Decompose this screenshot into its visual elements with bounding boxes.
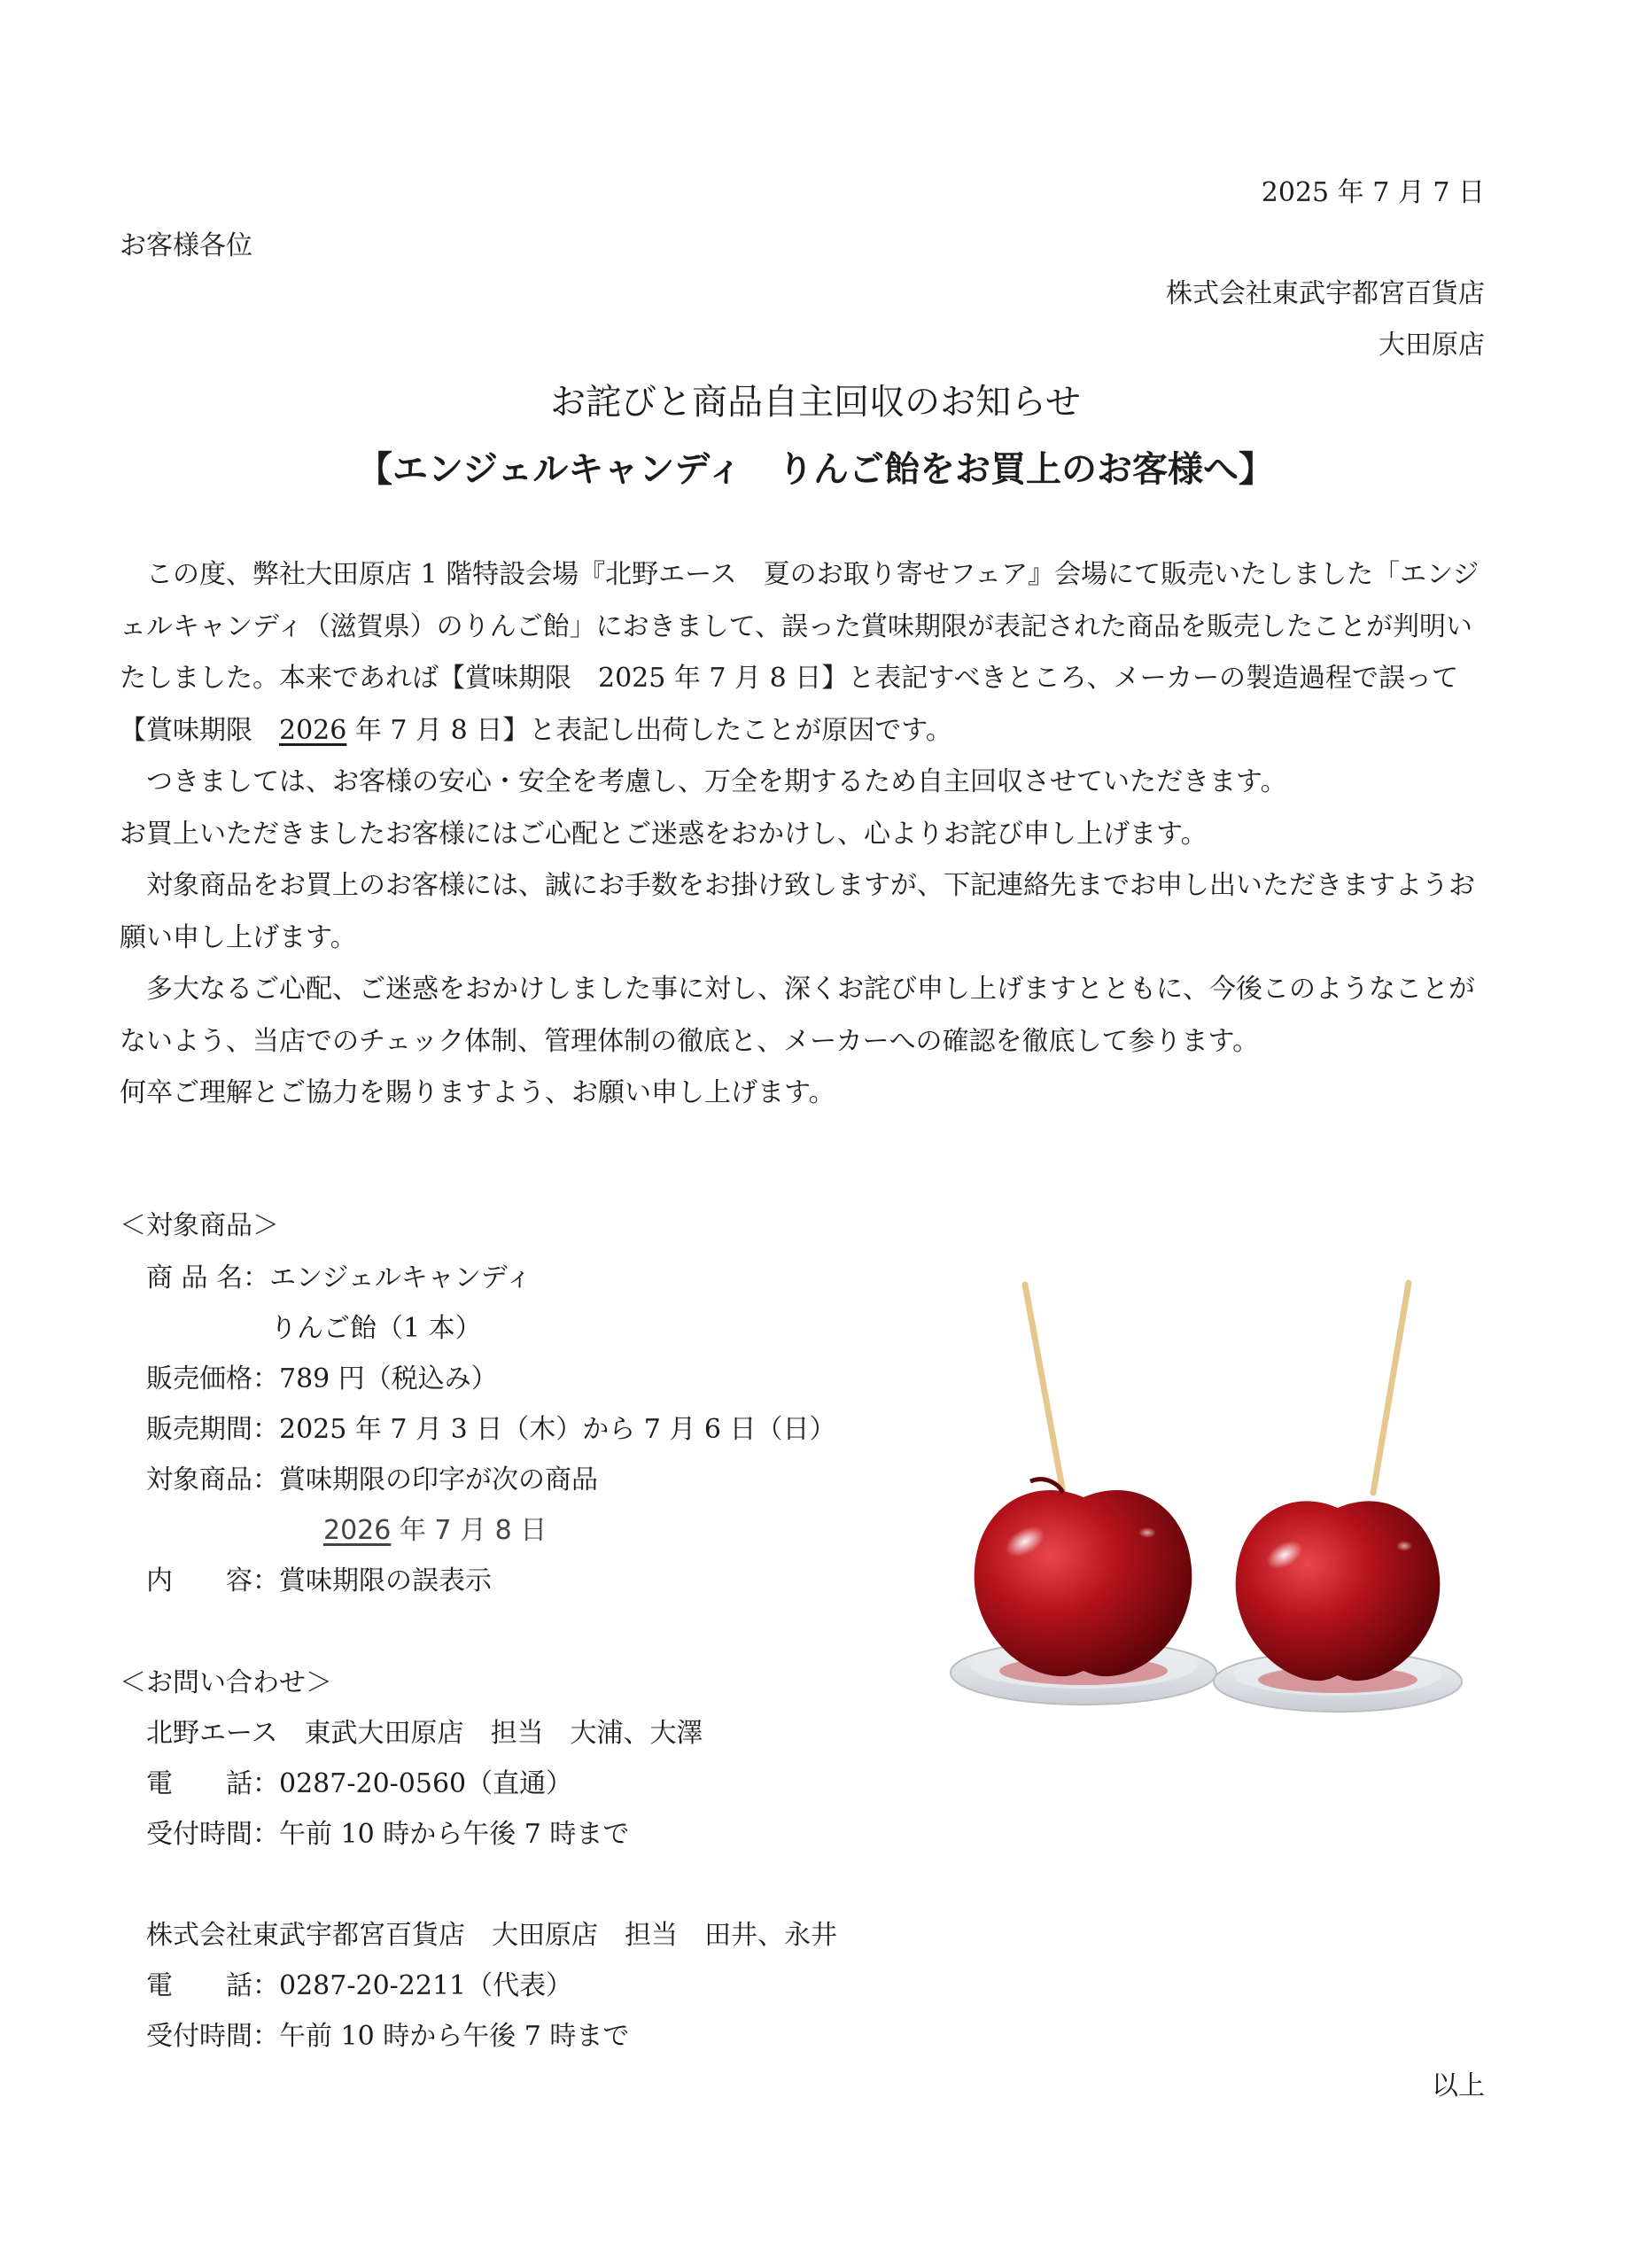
tel1-label: 電 話： (146, 1768, 279, 1799)
contact-hours1-row (146, 1817, 629, 1852)
contact-tel1-row (146, 1767, 572, 1802)
product-name-line1: エンジェルキャンディ (269, 1262, 532, 1293)
target-date-row (323, 1513, 547, 1549)
target-row (146, 1463, 598, 1498)
tel2-value: 0287-20-2211（代表） (279, 1970, 573, 2001)
body-paragraph-3: お買上いただきましたお客様にはご心配とご迷惑をおかけし、心よりお詫び申し上げます。 (120, 818, 1208, 850)
tel1-value: 0287-20-0560（直通） (279, 1768, 573, 1799)
candy-apple-photo (926, 1276, 1493, 1772)
target-label: 対象商品： (146, 1464, 279, 1495)
sale-period-label: 販売期間： (146, 1414, 279, 1445)
content-label: 内 容： (146, 1565, 279, 1596)
body-paragraph-4: 対象商品をお買上のお客様には、誠にお手数をお掛け致しますが、下記連絡先までお申し出いただきますようお願い申し上げます。 (120, 870, 1475, 953)
body-paragraph-1 (120, 549, 1484, 757)
document-date: 2025 年 7 月 7 日 (1261, 177, 1485, 208)
target-date-year: 2026 (323, 1515, 392, 1546)
notice-body (120, 549, 1484, 1120)
body-paragraph-5: 多大なるご心配、ご迷惑をおかけしました事に対し、深くお詫び申し上げますとともに、今後このようなことがないよう、当店でのチェック体制、管理体制の徹底と、メーカーへの確認を徹底して参ります。 (120, 974, 1475, 1057)
sale-period-value: 2025 年 7 月 3 日（木）から 7 月 6 日（日） (279, 1414, 836, 1445)
tel2-label: 電 話： (146, 1970, 279, 2001)
right-candy-apple (1214, 1283, 1462, 1712)
hours2-value: 午前 10 時から午後 7 時まで (279, 2021, 630, 2052)
left-candy-apple (951, 1276, 1216, 1705)
contact-heading: ＜お問い合わせ＞ (120, 1667, 332, 1698)
hours1-label: 受付時間： (146, 1819, 279, 1850)
closing-mark: 以上 (1432, 2070, 1485, 2101)
company-name: 株式会社東武宇都宮百貨店 (1166, 278, 1485, 309)
contact-tel2-row (146, 1969, 572, 2004)
contact-store1: 北野エース 東武大田原店 担当 大浦、大澤 (146, 1718, 703, 1749)
contact-hours2-row (146, 2019, 629, 2054)
addressee: お客様各位 (120, 230, 252, 261)
notice-subtitle: 【エンジェルキャンディ りんご飴をお買上のお客様へ】 (357, 448, 1274, 490)
body-p1-part-a: この度、弊社大田原店 1 階特設会場『北野エース 夏のお取り寄せフェア』会場にて販売いたしました「エンジェルキャンディ（滋賀県）のりんご飴」におきまして、誤った賞味期限が表記された商品を販売したことが判明いたしました。本来であれば【賞味期限 2025 年 7 月 8 日】と表記すべきところ、メーカーの製造過程で誤って【賞味期限 (120, 559, 1480, 746)
body-p1-year: 2026 (279, 714, 347, 746)
content-row (146, 1564, 492, 1599)
target-date-rest: 年 7 月 8 日 (391, 1515, 548, 1546)
hours2-label: 受付時間： (146, 2021, 279, 2052)
hours1-value: 午前 10 時から午後 7 時まで (279, 1819, 630, 1850)
product-name-line2: りんご飴（1 本） (270, 1313, 482, 1344)
content-value: 賞味期限の誤表示 (279, 1565, 492, 1596)
notice-title: お詫びと商品自主回収のお知らせ (550, 382, 1081, 423)
body-p1-part-b: 年 7 月 8 日】と表記し出荷したことが原因です。 (346, 714, 952, 746)
body-paragraph-2: つきましては、お客様の安心・安全を考慮し、万全を期するため自主回収させていただきます。 (146, 766, 1287, 797)
product-heading: ＜対象商品＞ (120, 1210, 279, 1241)
price-value: 789 円（税込み） (279, 1363, 498, 1394)
sale-period-row (146, 1412, 836, 1448)
price-row (146, 1362, 498, 1397)
target-value: 賞味期限の印字が次の商品 (279, 1464, 598, 1495)
contact-store2: 株式会社東武宇都宮百貨店 大田原店 担当 田井、永井 (146, 1920, 837, 1951)
price-label: 販売価格： (146, 1363, 279, 1394)
product-name-row (146, 1261, 532, 1296)
body-paragraph-6: 何卒ご理解とご協力を賜りますよう、お願い申し上げます。 (120, 1077, 835, 1108)
product-name-label: 商 品 名： (146, 1262, 270, 1293)
branch-name: 大田原店 (1379, 330, 1485, 361)
